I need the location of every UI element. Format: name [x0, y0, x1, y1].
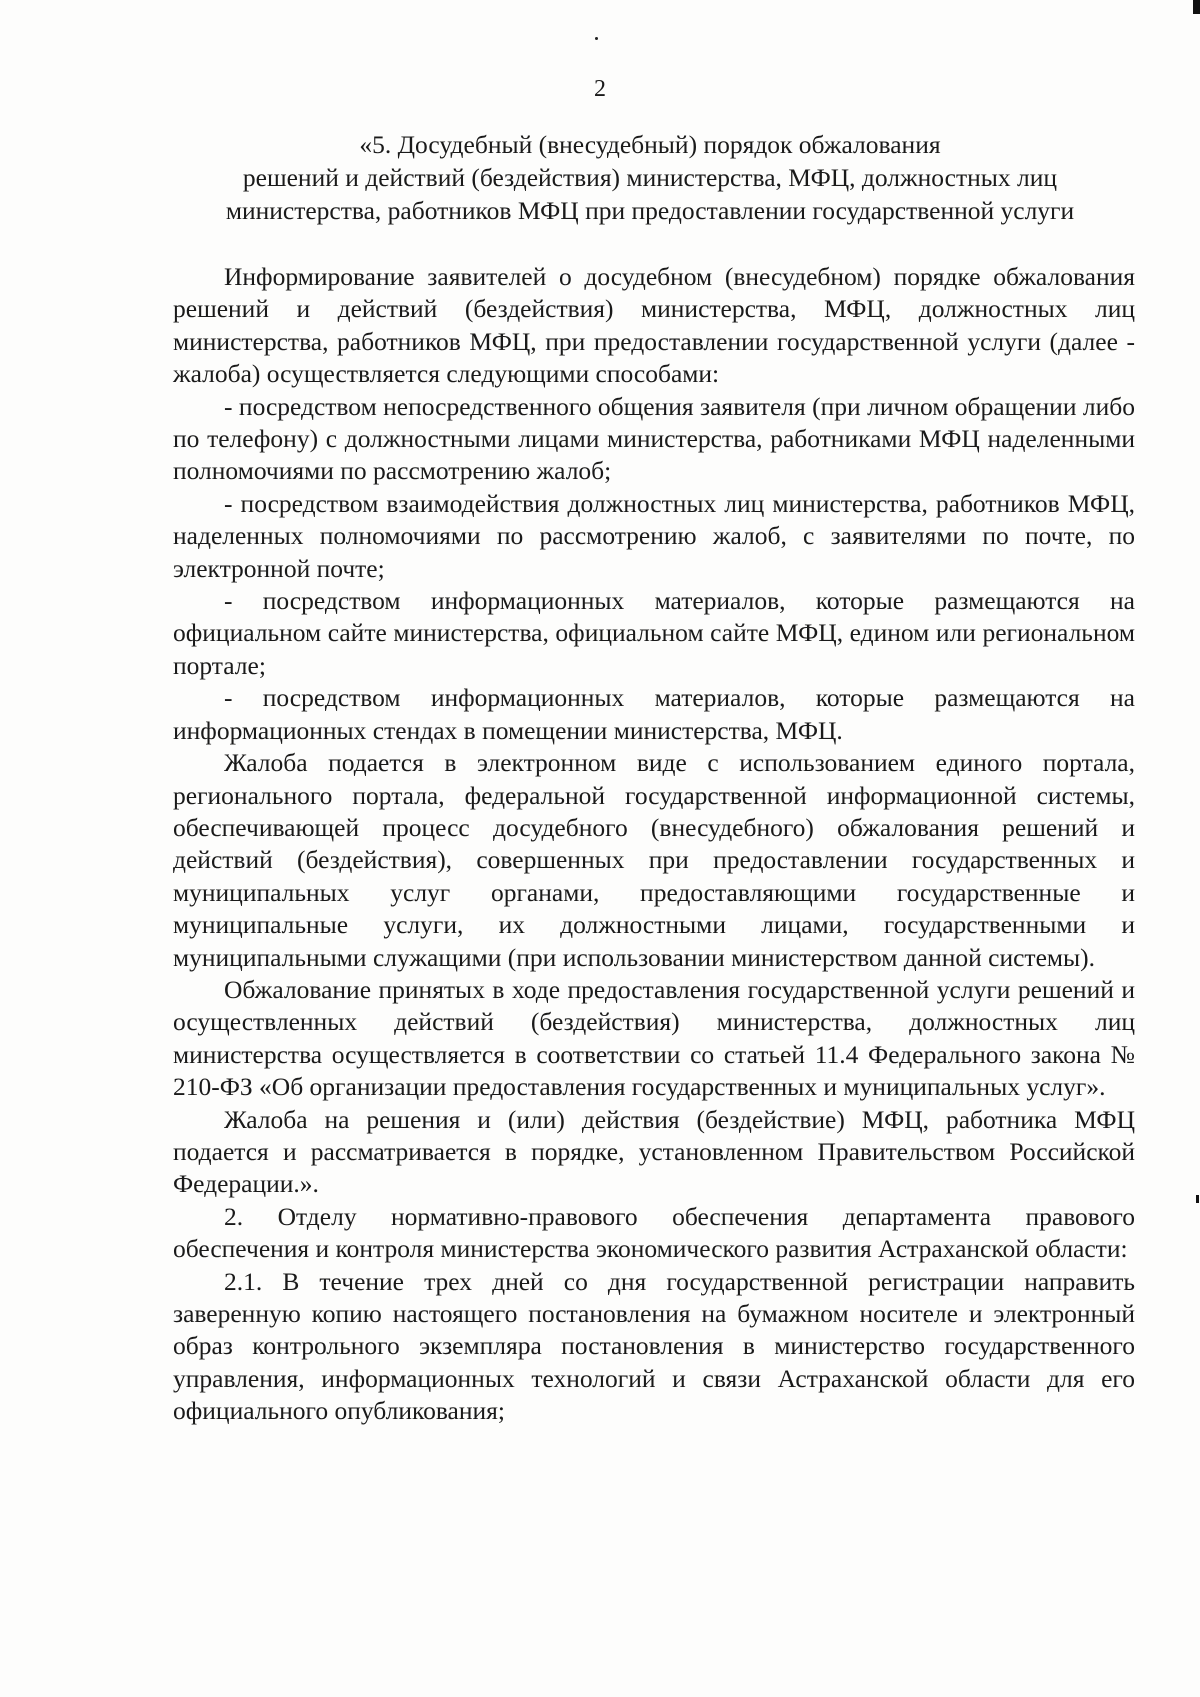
- scan-edge-mark: [1193, 0, 1200, 14]
- mfc-complaint-paragraph: Жалоба на решения и (или) действия (бездействие) МФЦ, работника МФЦ подается и рассматривается в порядке, установленном Правительством Российской Федерации.».: [173, 1104, 1135, 1199]
- section-title: [165, 128, 1135, 227]
- electronic-complaint-paragraph: Жалоба подается в электронном виде с использованием единого портала, регионального портала, федеральной государственной информационной системы, обеспечивающей процесс досудебного (внесудебного) обжалования решений и действий (бездействия), совершенных при предоставлении государственных и муниципальных услуг органами, предоставляющими государственные и муниципальные услуги, их должностными лицами, государственными и муниципальными служащими (при использовании министерством данной системы).: [173, 748, 1135, 972]
- appeal-procedure-paragraph: Обжалование принятых в ходе предоставления государственной услуги решений и осуществленных действий (бездействия) министерства, должностных лиц министерства осуществляется в соответствии со статьей 11.4 Федерального закона № 210-ФЗ «Об организации предоставления государственных и муниципальных услуг».: [173, 974, 1135, 1102]
- list-item-personal-contact: - посредством непосредственного общения заявителя (при личном обращении либо по телефону) с должностными лицами министерства, работниками МФЦ наделенными полномочиями по рассмотрению жалоб;: [173, 391, 1135, 486]
- list-item-mail-contact: - посредством взаимодействия должностных лиц министерства, работников МФЦ, наделенных полномочиями по рассмотрению жалоб, с заявителями по почте, по электронной почте;: [173, 488, 1135, 583]
- clause-2-paragraph: 2. Отделу нормативно-правового обеспечения департамента правового обеспечения и контроля министерства экономического развития Астраханской области:: [173, 1201, 1135, 1264]
- list-item-website-materials: - посредством информационных материалов, которые размещаются на официальном сайте министерства, официальном сайте МФЦ, едином или региональном портале;: [173, 586, 1135, 680]
- page-number: 2: [594, 76, 606, 102]
- intro-paragraph: Информирование заявителей о досудебном (внесудебном) порядке обжалования решений и действий (бездействия) министерства, МФЦ, должностных лиц министерства, работников МФЦ, при предоставлении государственной услуги (далее - жалоба) осуществляется следующими способами:: [173, 262, 1135, 389]
- scan-edge-mark: [1196, 1195, 1199, 1203]
- section-title-line: министерства, работников МФЦ при предоставлении государственной услуги: [225, 196, 1075, 225]
- scan-speck: [595, 37, 598, 40]
- section-title-line: решений и действий (бездействия) министерства, МФЦ, должностных лиц: [242, 163, 1058, 192]
- list-item-stand-materials: - посредством информационных материалов, которые размещаются на информационных стендах в помещении министерства, МФЦ.: [173, 683, 1135, 745]
- section-title-line: «5. Досудебный (внесудебный) порядок обжалования: [359, 130, 941, 159]
- document-body: [173, 261, 1135, 1428]
- clause-2-1-paragraph: 2.1. В течение трех дней со дня государственной регистрации направить заверенную копию настоящего постановления на бумажном носителе и электронный образ контрольного экземпляра постановления в министерство государственного управления, информационных технологий и связи Астраханской области для его официального опубликования;: [173, 1266, 1135, 1426]
